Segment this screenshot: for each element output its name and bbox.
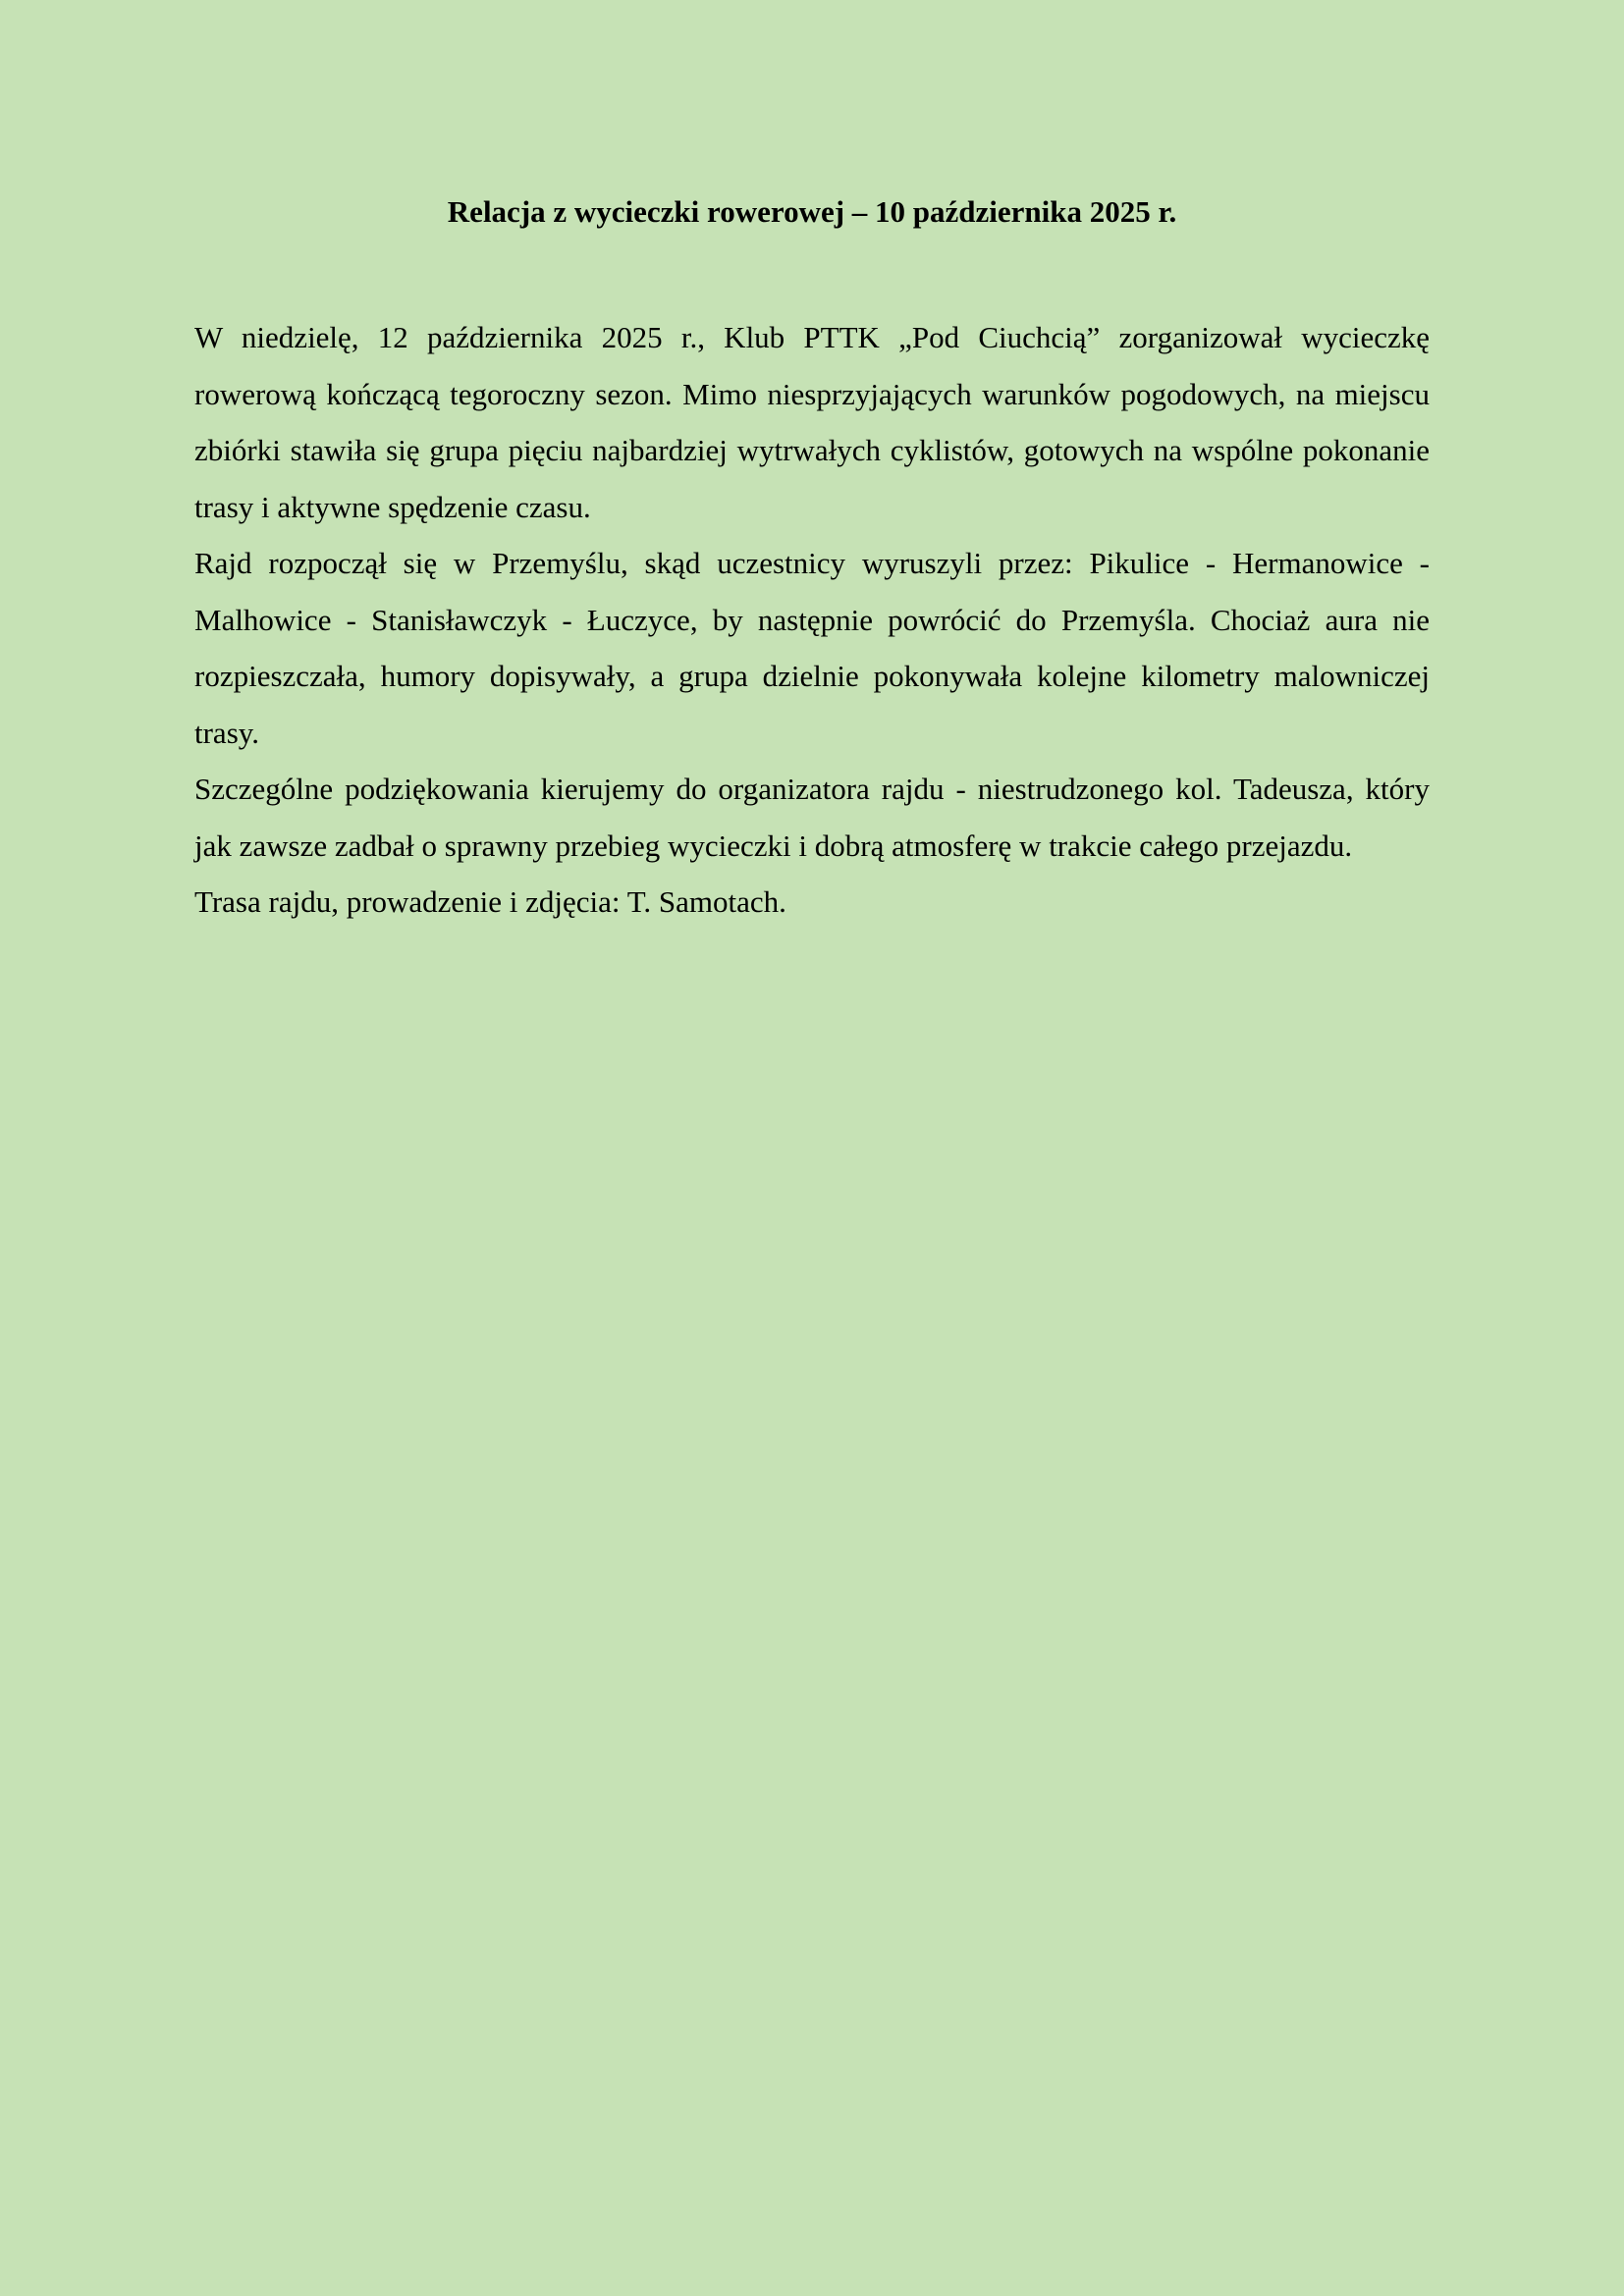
paragraph-route: Rajd rozpoczął się w Przemyślu, skąd uczestnicy wyruszyli przez: Pikulice - Hermanowice - Malhowice - Stanisławczyk - Łuczyce, by następnie powrócić do Przemyśla. Chociaż aura nie rozpieszczała, humory dopisywały, a grupa dzielnie pokonywała kolejne kilometry malowniczej trasy.: [194, 546, 1430, 750]
paragraph-credits: Trasa rajdu, prowadzenie i zdjęcia: T. Samotach.: [194, 884, 786, 919]
document-body: [194, 309, 1430, 931]
document-title: Relacja z wycieczki rowerowej – 10 października 2025 r.: [447, 194, 1177, 229]
paragraph-acknowledgements: Szczególne podziękowania kierujemy do organizatora rajdu - niestrudzonego kol. Tadeusza, który jak zawsze zadbał o sprawny przebieg wycieczki i dobrą atmosferę w trakcie całego przejazdu.: [194, 772, 1430, 863]
paragraph-event-summary: W niedzielę, 12 października 2025 r., Klub PTTK „Pod Ciuchcią” zorganizował wycieczkę rowerową kończącą tegoroczny sezon. Mimo niesprzyjających warunków pogodowych, na miejscu zbiórki stawiła się grupa pięciu najbardziej wytrwałych cyklistów, gotowych na wspólne pokonanie trasy i aktywne spędzenie czasu.: [194, 320, 1430, 524]
